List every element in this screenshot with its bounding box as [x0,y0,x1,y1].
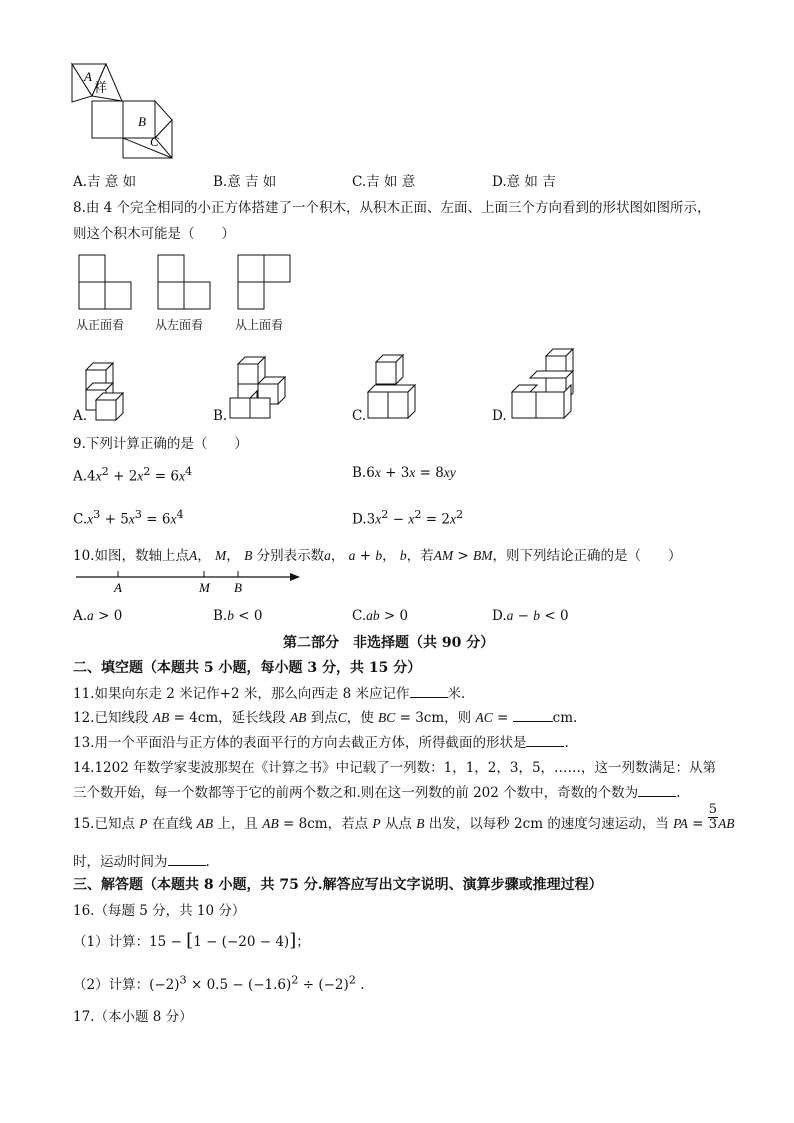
q9-option-c[interactable]: $C.x^3 + 5x^3 = 6x^4$ [73,508,184,528]
q13-answer-blank[interactable] [526,734,564,747]
q11: 11.如果向东走 2 米记作+2 米，那么向西走 8 米应记作 米. [73,686,466,702]
q9-option-a[interactable]: $A.4x^2 + 2x^2 = 6x^4$ [73,465,193,485]
axis-label-m: M [199,580,210,595]
view-top [237,254,291,310]
part2-title: 第二部分 非选择题（共 90 分） [283,635,495,651]
q9-stem: 9.下列计算正确的是（ ） [73,436,248,452]
net-label-b: B [138,114,146,129]
net-label-a: A [84,69,92,84]
q16-head: 16.（每题 5 分，共 10 分） [73,903,246,919]
section2-heading: 二、填空题（本题共 5 小题，每小题 3 分，共 15 分） [73,660,422,676]
q7-option-c[interactable]: C.吉 如 意 [352,174,416,190]
q10-option-d[interactable]: D.a − b < 0 [492,608,569,624]
q8-option-a-figure [82,356,132,422]
view-left [157,254,211,310]
q13: 13.用一个平面沿与正方体的表面平行的方向去截正方体，所得截面的形状是 . [73,735,569,751]
q9-option-d[interactable]: $D.3x^2 - x^2 = 2x^2$ [352,508,464,528]
q7-option-d[interactable]: D.意 如 吉 [492,174,556,190]
q15-answer-blank[interactable] [168,853,206,866]
view-front-label: 从正面看 [76,318,125,332]
q8-option-d[interactable]: D. [492,408,507,424]
q7-option-a[interactable]: A.吉 意 如 [73,174,137,190]
q10-option-c[interactable]: C.ab > 0 [352,608,409,624]
q10-option-b[interactable]: B.b < 0 [213,608,263,624]
q12-answer-blank[interactable] [513,709,553,722]
number-line [76,570,306,596]
q15-line2: 时，运动时间为 . [73,854,210,870]
q8-option-c-figure [366,352,432,420]
q8-option-b[interactable]: B. [213,408,228,424]
cube-net-figure [72,64,182,162]
q8-stem-line1: 8.由 4 个完全相同的小正方体搭建了一个积木，从积木正面、左面、上面三个方向看到的形状图如图所示， [73,200,711,216]
q9-option-b[interactable]: B.6x + 3x = 8xy [352,465,456,481]
view-front [78,254,132,310]
q16-part2: （2）计算：$(-2)^3 \times 0.5 - (-1.6)^2 \div (-2)^2$ . [73,973,365,993]
axis-label-a: A [114,580,122,595]
view-left-label: 从左面看 [155,318,204,332]
q14-answer-blank[interactable] [638,784,676,797]
q16-part1: （1）计算：15 − [1 − (−20 − 4)]； [73,930,310,951]
q8-option-b-figure [228,354,294,420]
q14-line2: 三个数开始，每一个数都等于它的前两个数之和.则在这一列数的前 202 个数中，奇数的个数为 . [73,785,681,801]
q15-line1: 15.已知点 P 在直线 AB 上，且 AB = 8cm，若点 P 从点 B 出发，以每秒 2cm 的速度匀速运动，当 PA = $\frac{5}{3}$ AB [73,802,735,832]
q17-head: 17.（本小题 8 分） [73,1009,193,1025]
section3-heading: 三、解答题（本题共 8 小题，共 75 分.解答应写出文字说明、演算步骤或推理过程） [73,877,603,893]
view-top-label: 从上面看 [235,318,284,332]
q11-answer-blank[interactable] [410,685,448,698]
q12: 12.已知线段 AB = 4cm，延长线段 AB 到点C，使 BC = 3cm，则 AC = cm. [73,710,578,726]
net-label-xiang: 祥 [94,81,108,96]
q14-line1: 14.1202 年数学家斐波那契在《计算之书》中记载了一列数：1，1，2，3，5，……，这一列数满足：从第 [73,760,717,776]
axis-label-b: B [234,580,242,595]
q8-option-a[interactable]: A. [73,408,88,424]
q8-stem-line2: 则这个积木可能是（ ） [73,226,235,242]
q7-option-b[interactable]: B.意 吉 如 [213,174,277,190]
q10-stem: 10.如图，数轴上点A， M， B 分别表示数a， a + b， b，若AM > BM，则下列结论正确的是（ ） [73,548,682,564]
q10-option-a[interactable]: A.a > 0 [73,608,123,624]
q8-option-d-figure [510,348,580,420]
net-label-c: C [150,134,159,149]
q8-option-c[interactable]: C. [352,408,367,424]
